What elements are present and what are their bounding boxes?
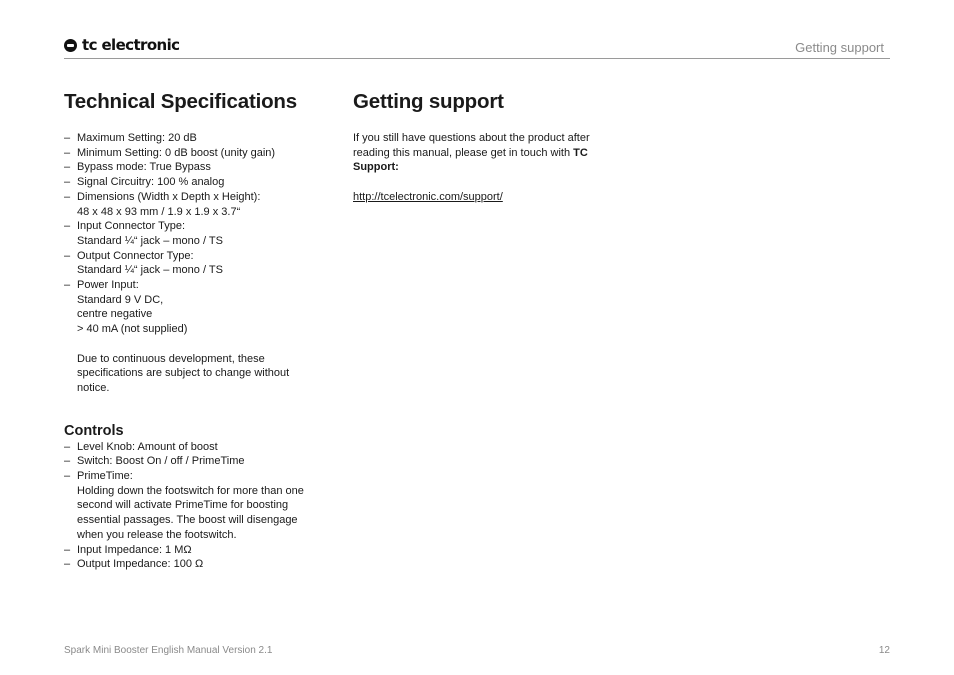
list-item [64, 190, 319, 219]
list-item-detail: Holding down the footswitch for more than one second will activate PrimeTime for boosting essential passages. The boost will disengage when you release the footswitch. [77, 484, 304, 541]
right-column [353, 90, 608, 205]
list-item-detail: Standard ¼“ jack – mono / TS [77, 234, 223, 247]
list-item-text: Signal Circuitry: 100 % analog [77, 176, 225, 189]
brand-logo-icon [64, 39, 77, 52]
controls-list [64, 440, 319, 572]
list-item [64, 175, 319, 190]
list-item-text: Dimensions (Width x Depth x Height): [77, 190, 261, 203]
brand-name: tc electronic [82, 36, 180, 54]
specs-note: Due to continuous development, these specifications are subject to change without notice. [77, 352, 290, 394]
list-item-detail: Standard ¼“ jack – mono / TS [77, 264, 223, 277]
list-item-detail: > 40 mA (not supplied) [77, 323, 188, 336]
list-item [64, 219, 319, 248]
footer-manual-title: Spark Mini Booster English Manual Version 2.1 [64, 645, 273, 656]
support-emphasis: TC Support: [353, 146, 588, 174]
list-item-text: Output Impedance: 100 Ω [77, 558, 204, 571]
page-number: 12 [878, 645, 890, 656]
controls-title: Controls [64, 422, 124, 439]
list-item [64, 146, 319, 161]
left-column [64, 90, 319, 572]
support-body [353, 131, 608, 175]
list-item-text: Minimum Setting: 0 dB boost (unity gain) [77, 146, 276, 159]
support-title: Getting support [353, 90, 504, 113]
list-item [64, 454, 319, 469]
list-item-text: PrimeTime: [77, 470, 133, 483]
controls-section [64, 423, 319, 572]
brand-logo [64, 36, 179, 54]
list-item-text: Bypass mode: True Bypass [77, 161, 211, 174]
support-link[interactable]: http://tcelectronic.com/support/ [353, 190, 503, 203]
list-item [64, 278, 319, 337]
list-item [64, 469, 319, 543]
list-item-text: Input Impedance: 1 MΩ [77, 543, 192, 556]
list-item [64, 249, 319, 278]
list-item-text: Input Connector Type: [77, 220, 186, 233]
list-item-text: Maximum Setting: 20 dB [77, 132, 197, 144]
list-item-text: Switch: Boost On / off / PrimeTime [77, 455, 245, 468]
list-item-text: Level Knob: Amount of boost [77, 440, 218, 453]
list-item-detail: 48 x 48 x 93 mm / 1.9 x 1.9 x 3.7“ [77, 205, 241, 218]
list-item [64, 160, 319, 175]
list-item-text: Output Connector Type: [77, 249, 194, 262]
list-item-detail: Standard 9 V DC, [77, 293, 164, 306]
specs-title: Technical Specifications [64, 90, 297, 113]
list-item-text: Power Input: [77, 279, 139, 292]
list-item [64, 131, 319, 146]
list-item [64, 543, 319, 558]
specs-list [64, 131, 319, 337]
support-body-text: If you still have questions about the product after reading this manual, please get in touch with [353, 132, 590, 159]
list-item [64, 557, 319, 572]
header-divider [64, 58, 890, 59]
list-item [64, 440, 319, 455]
header-section-title: Getting support [795, 40, 884, 55]
list-item-detail: centre negative [77, 308, 153, 321]
